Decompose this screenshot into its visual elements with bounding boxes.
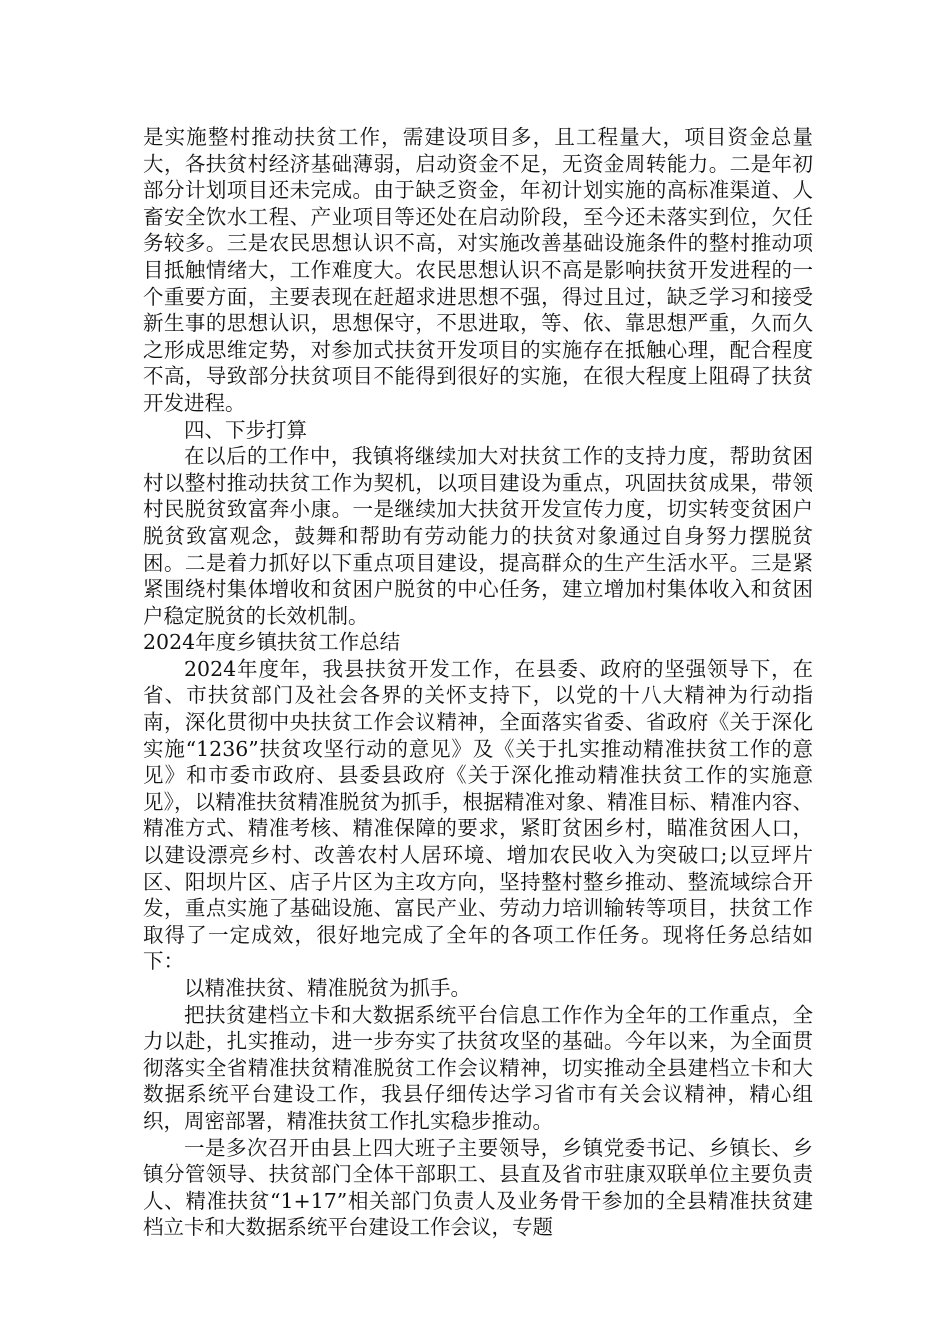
document-page: [143, 124, 813, 1241]
paragraph-meetings: 一是多次召开由县上四大班子主要领导，乡镇党委书记、乡镇长、乡镇分管领导、扶贫部门全体干部职工、县直及省市驻康双联单位主要负责人、精准扶贫“1+17”相关部门负责人及业务骨干参加的全县精准扶贫建档立卡和大数据系统平台建设工作会议，专题: [143, 1135, 813, 1240]
section-heading-next-steps: 四、下步打算: [184, 417, 307, 442]
paragraph-next-steps: 在以后的工作中，我镇将继续加大对扶贫工作的支持力度，帮助贫困村以整村推动扶贫工作为契机，以项目建设为重点，巩固扶贫成果，带领村民脱贫致富奔小康。一是继续加大扶贫开发宣传力度，切实转变贫困户脱贫致富观念，鼓舞和帮助有劳动能力的扶贫对象通过自身努力摆脱贫困。二是着力抓好以下重点项目建设，提高群众的生产生活水平。三是紧紧围绕村集体增收和贫困户脱贫的中心任务，建立增加村集体收入和贫困户稳定脱贫的长效机制。: [143, 444, 813, 628]
document-title: 2024年度乡镇扶贫工作总结: [143, 630, 401, 655]
paragraph-subheading: 以精准扶贫、精准脱贫为抓手。: [184, 976, 471, 1000]
paragraph-intro: 2024年度年，我县扶贫开发工作，在县委、政府的坚强领导下，在省、市扶贫部门及社会各界的关怀支持下，以党的十八大精神为行动指南，深化贯彻中央扶贫工作会议精神，全面落实省委、省政府《关于深化实施“1236”扶贫攻坚行动的意见》及《关于扎实推动精准扶贫工作的意见》和市委市政府、县委县政府《关于深化推动精准扶贫工作的实施意见》，以精准扶贫精准脱贫为抓手，根据精准对象、精准目标、精准内容、精准方式、精准考核、精准保障的要求，紧盯贫困乡村，瞄准贫困人口，以建设漂亮乡村、改善农村人居环境、增加农民收入为突破口;以豆坪片区、阳坝片区、店子片区为主攻方向，坚持整村整乡推动、整流域综合开发，重点实施了基础设施、富民产业、劳动力培训输转等项目，扶贫工作取得了一定成效，很好地完成了全年的各项工作任务。现将任务总结如下：: [143, 656, 813, 974]
paragraph-archive-work: 把扶贫建档立卡和大数据系统平台信息工作作为全年的工作重点，全力以赴，扎实推动，进一步夯实了扶贫攻坚的基础。今年以来，为全面贯彻落实全省精准扶贫精准脱贫工作会议精神，切实推动全县建档立卡和大数据系统平台建设工作，我县仔细传达学习省市有关会议精神，精心组织，周密部署，精准扶贫工作扎实稳步推动。: [143, 1002, 813, 1133]
paragraph-continuation: 是实施整村推动扶贫工作，需建设项目多，且工程量大，项目资金总量大，各扶贫村经济基础薄弱，启动资金不足，无资金周转能力。二是年初部分计划项目还未完成。由于缺乏资金，年初计划实施的高标准渠道、人畜安全饮水工程、产业项目等还处在启动阶段，至今还未落实到位，欠任务较多。三是农民思想认识不高，对实施改善基础设施条件的整村推动项目抵触情绪大，工作难度大。农民思想认识不高是影响扶贫开发进程的一个重要方面，主要表现在赶超求进思想不强，得过且过，缺乏学习和接受新生事的思想认识，思想保守，不思进取，等、依、靠思想严重，久而久之形成思维定势，对参加式扶贫开发项目的实施存在抵触心理，配合程度不高，导致部分扶贫项目不能得到很好的实施，在很大程度上阻碍了扶贫开发进程。: [143, 125, 813, 415]
